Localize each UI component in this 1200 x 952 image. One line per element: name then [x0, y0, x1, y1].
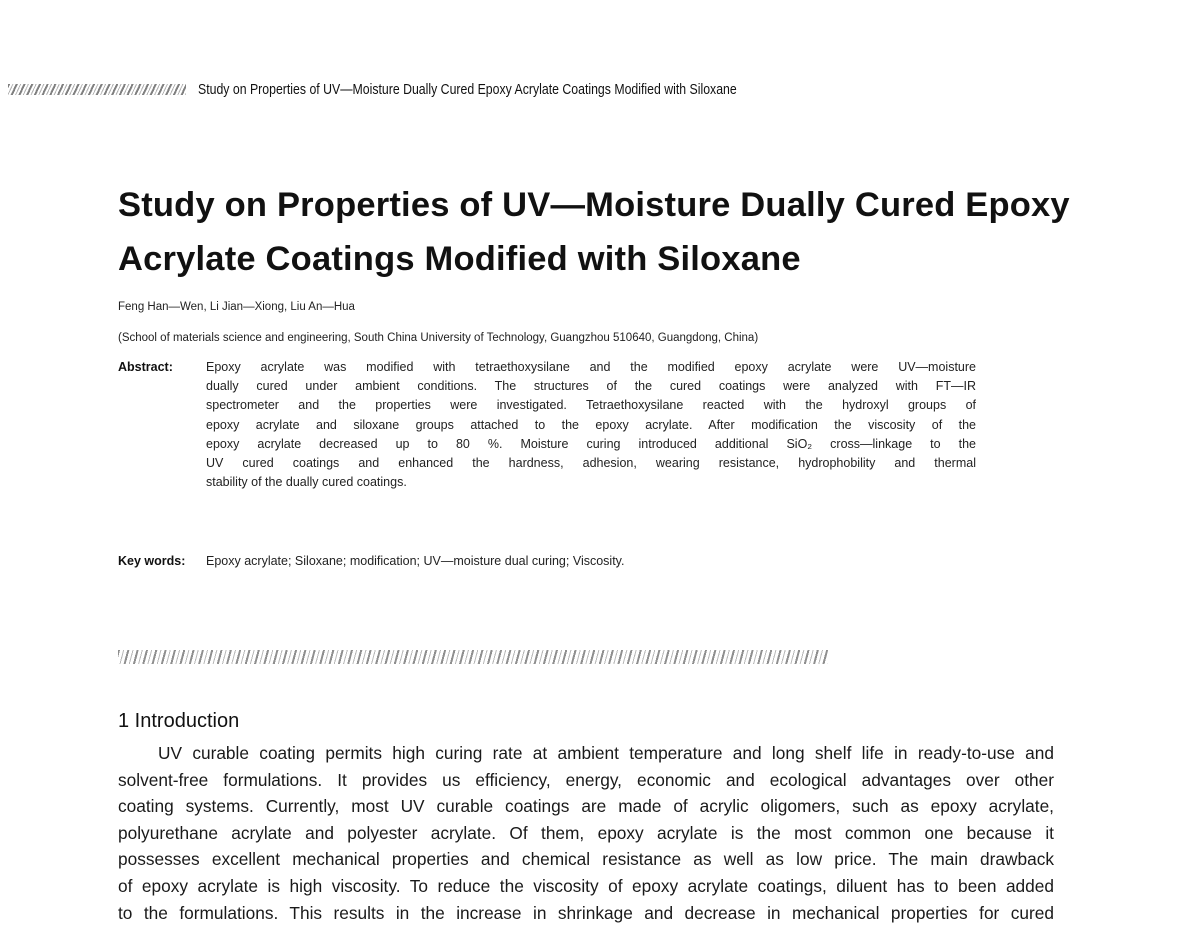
- running-head: [8, 76, 855, 102]
- section-heading-introduction: 1 Introduction: [118, 710, 240, 732]
- keywords-label: Key words:: [118, 554, 186, 568]
- abstract-line: stability of the dually cured coatings.: [206, 475, 407, 490]
- abstract-line: epoxy acrylate and siloxane groups attached to the epoxy acrylate. After modification the viscosity of the: [206, 417, 976, 432]
- abstract-line: Epoxy acrylate was modified with tetraethoxysilane and the modified epoxy acrylate were UV—moisture: [206, 360, 976, 374]
- paper-title: [118, 178, 1118, 286]
- keywords-text: Epoxy acrylate; Siloxane; modification; UV—moisture dual curing; Viscosity.: [206, 554, 625, 568]
- introduction-body: [118, 740, 1054, 926]
- abstract-line: dually cured under ambient conditions. The structures of the cured coatings were analyzed with FT—IR: [206, 379, 976, 394]
- authors: Feng Han—Wen, Li Jian—Xiong, Liu An—Hua: [118, 301, 355, 313]
- intro-line: solvent-free formulations. It provides us efficiency, energy, economic and ecological advantages over other: [118, 769, 1054, 790]
- intro-line: polyurethane acrylate and polyester acrylate. Of them, epoxy acrylate is the most common one because it: [118, 822, 1054, 843]
- running-head-text: Study on Properties of UV—Moisture Dually Cured Epoxy Acrylate Coatings Modified with Siloxane: [198, 80, 737, 98]
- intro-line: UV curable coating permits high curing rate at ambient temperature and long shelf life in ready-to-use and: [158, 743, 1054, 763]
- intro-line: coating systems. Currently, most UV curable coatings are made of acrylic oligomers, such as epoxy acrylate,: [118, 796, 1054, 817]
- abstract-line: UV cured coatings and enhanced the hardness, adhesion, wearing resistance, hydrophobility and thermal: [206, 456, 976, 471]
- abstract-body: [206, 358, 976, 492]
- intro-line: of epoxy acrylate is high viscosity. To reduce the viscosity of epoxy acrylate coatings, diluent has to been added: [118, 875, 1054, 896]
- abstract-line: epoxy acrylate decreased up to 80 %. Moisture curing introduced additional SiO₂ cross—linkage to the: [206, 436, 976, 451]
- intro-line: to the formulations. This results in the increase in shrinkage and decrease in mechanical properties for cured: [118, 902, 1054, 923]
- running-head-chinese-smudge: [8, 84, 186, 95]
- paper-title-line-2: Acrylate Coatings Modified with Siloxane: [118, 240, 801, 278]
- intro-line: possesses excellent mechanical properties and chemical resistance as well as low price. The main drawback: [118, 849, 1054, 870]
- abstract-line: spectrometer and the properties were investigated. Tetraethoxysilane reacted with the hydroxyl groups of: [206, 398, 976, 413]
- paper-title-line-1: Study on Properties of UV—Moisture Dually Cured Epoxy: [118, 186, 1070, 224]
- abstract-label: Abstract:: [118, 360, 173, 374]
- affiliation: (School of materials science and engineering, South China University of Technology, Guangzhou 510640, Guangdong, China): [118, 332, 759, 344]
- chinese-caption-smudge: [118, 650, 828, 664]
